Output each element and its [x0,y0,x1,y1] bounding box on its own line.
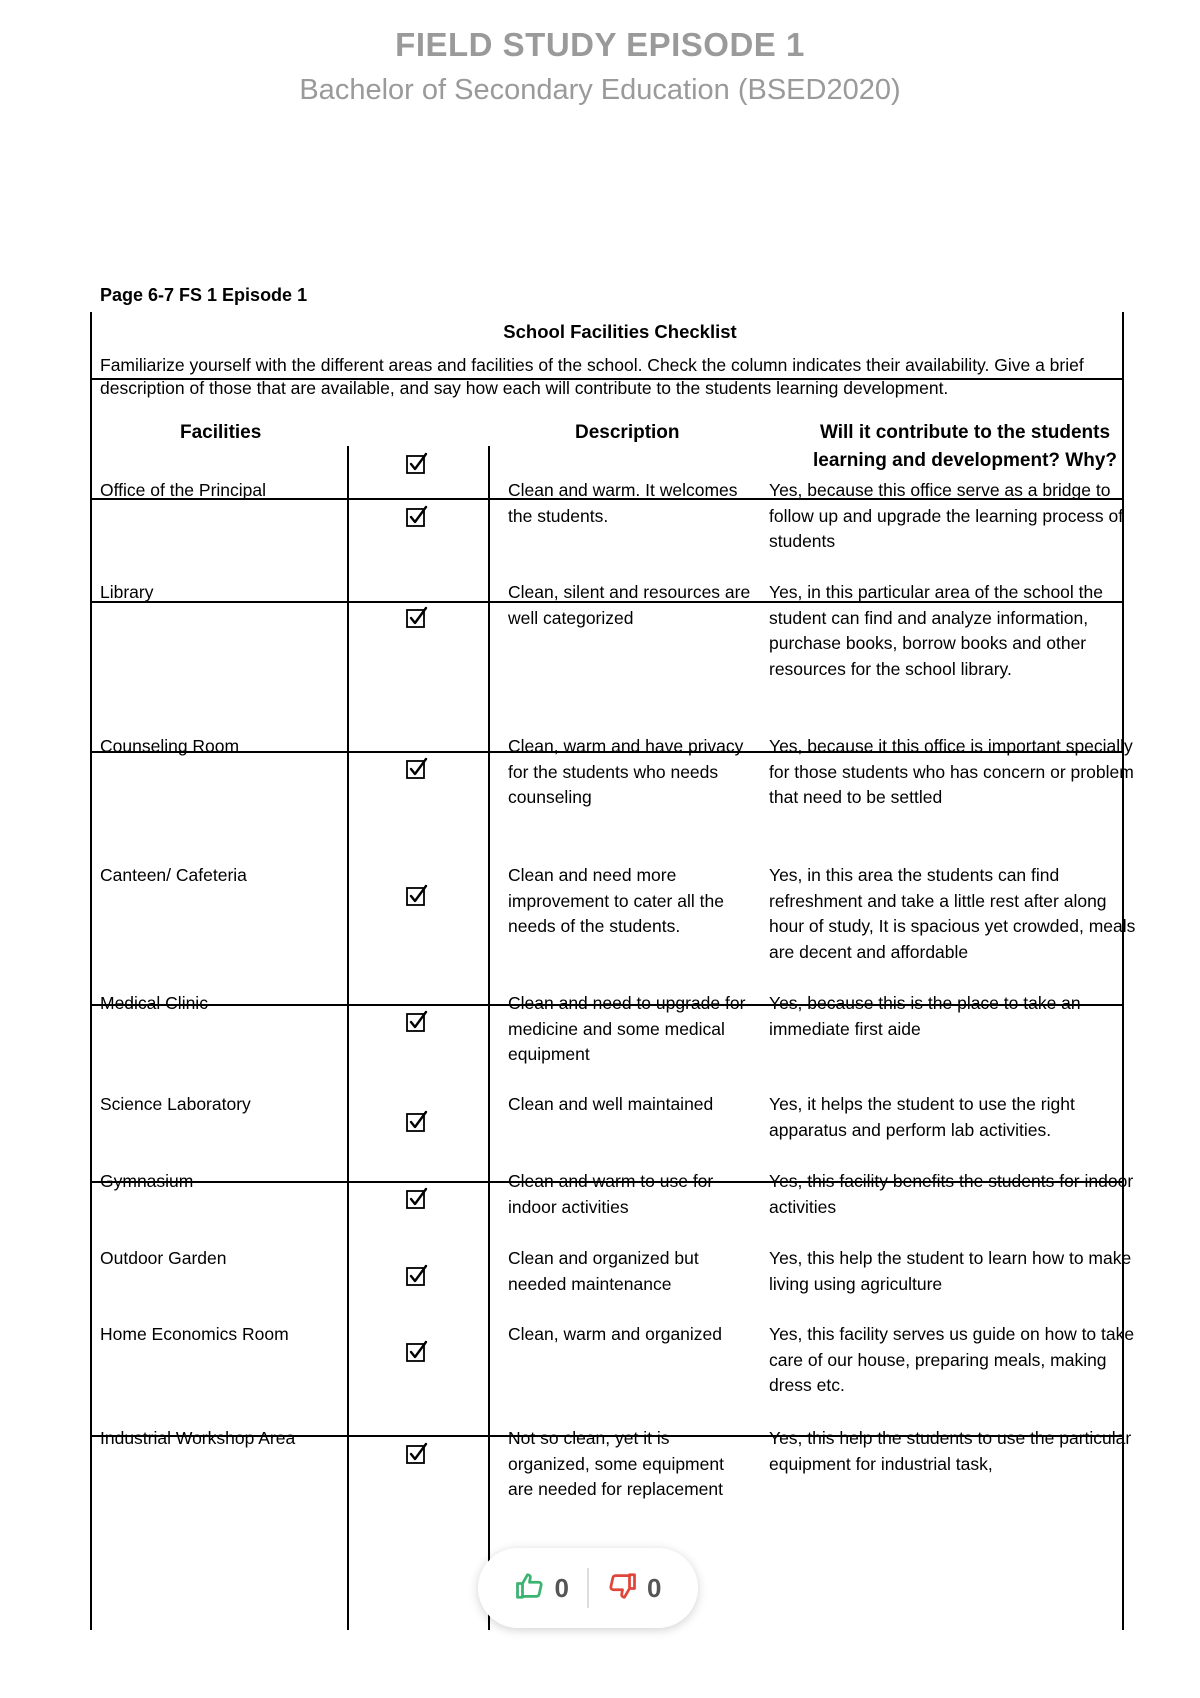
vote-divider [587,1568,589,1608]
table-divider-check-left [347,446,349,1630]
checkbox-checked-icon [405,504,429,528]
document-subtitle: Bachelor of Secondary Education (BSED2020) [299,74,901,106]
facility-description: Clean and need to upgrade for medicine and some medical equipment [508,993,746,1064]
facility-contribution: Yes, because it this office is important specially for those students who has concern or problem that need to be settled [769,736,1134,807]
checkbox-checked-icon [405,1441,429,1465]
facility-description: Not so clean, yet it is organized, some equipment are needed for replacement [508,1428,724,1499]
table-divider-check-right [488,446,490,1630]
facility-contribution: Yes, because this office serve as a bridge to follow up and upgrade the learning process of students [769,480,1124,551]
facility-name: Canteen/ Cafeteria [100,865,247,885]
facility-description: Clean, warm and have privacy for the students who needs counseling [508,736,744,807]
thumbs-up-icon [515,1571,545,1606]
facility-contribution: Yes, this help the students to use the particular equipment for industrial task, [769,1428,1132,1474]
dislike-count: 0 [647,1572,662,1603]
facility-contribution: Yes, because this is the place to take an immediate first aide [769,993,1081,1039]
facility-name: Outdoor Garden [100,1248,227,1268]
facility-description: Clean, silent and resources are well categorized [508,582,751,628]
checkbox-checked-icon [405,1263,429,1287]
facility-description: Clean and well maintained [508,1094,714,1114]
facility-description: Clean and warm. It welcomes the students. [508,480,738,526]
checklist-title: School Facilities Checklist [503,321,737,342]
document-title: FIELD STUDY EPISODE 1 [395,26,805,63]
checkbox-checked-icon [405,883,429,907]
checkbox-checked-icon [405,451,429,475]
column-header-facilities: Facilities [180,422,262,443]
facility-description: Clean and need more improvement to cater all the needs of the students. [508,865,724,936]
checkbox-checked-icon [405,1009,429,1033]
facility-name: Science Laboratory [100,1094,251,1114]
dislike-button[interactable] [607,1571,661,1606]
checkbox-checked-icon [405,605,429,629]
facility-contribution: Yes, this help the student to learn how to make living using agriculture [769,1248,1132,1294]
vote-widget [478,1548,698,1628]
facility-name: Medical Clinic [100,993,208,1013]
facility-contribution: Yes, it helps the student to use the right apparatus and perform lab activities. [769,1094,1075,1140]
like-count: 0 [554,1572,569,1603]
facility-name: Counseling Room [100,736,240,756]
facility-contribution: Yes, this facility benefits the students for indoor activities [769,1171,1134,1217]
facility-name: Industrial Workshop Area [100,1428,296,1448]
checkbox-checked-icon [405,1339,429,1363]
checkbox-checked-icon [405,756,429,780]
facility-description: Clean and organized but needed maintenance [508,1248,699,1294]
checkbox-checked-icon [405,1186,429,1210]
column-header-contribution: Will it contribute to the students learning and development? Why? [812,422,1118,471]
checkbox-checked-icon [405,1109,429,1133]
facility-description: Clean and warm to use for indoor activities [508,1171,714,1217]
checklist-instructions: Familiarize yourself with the different areas and facilities of the school. Check the column indicates their availability. Give a brief description of those that are available, and say how each will contribute to the students learning development. [100,355,1084,398]
table-border-left [90,312,92,1630]
like-button[interactable] [515,1571,569,1606]
facility-description: Clean, warm and organized [508,1324,723,1344]
page-reference: Page 6-7 FS 1 Episode 1 [100,285,308,305]
facility-contribution: Yes, in this area the students can find refreshment and take a little rest after along hour of study, It is spacious yet crowded, meals are decent and affordable [769,865,1136,962]
facility-name: Office of the Principal [100,480,267,500]
facility-contribution: Yes, in this particular area of the school the student can find and analyze information, purchase books, borrow books and other resources for the school library. [769,582,1103,679]
facility-name: Home Economics Room [100,1324,289,1344]
facility-name: Gymnasium [100,1171,194,1191]
thumbs-down-icon [607,1571,637,1606]
facility-contribution: Yes, this facility serves us guide on how to take care of our house, preparing meals, making dress etc. [769,1324,1135,1395]
facility-name: Library [100,582,154,602]
column-header-description: Description [575,422,680,443]
